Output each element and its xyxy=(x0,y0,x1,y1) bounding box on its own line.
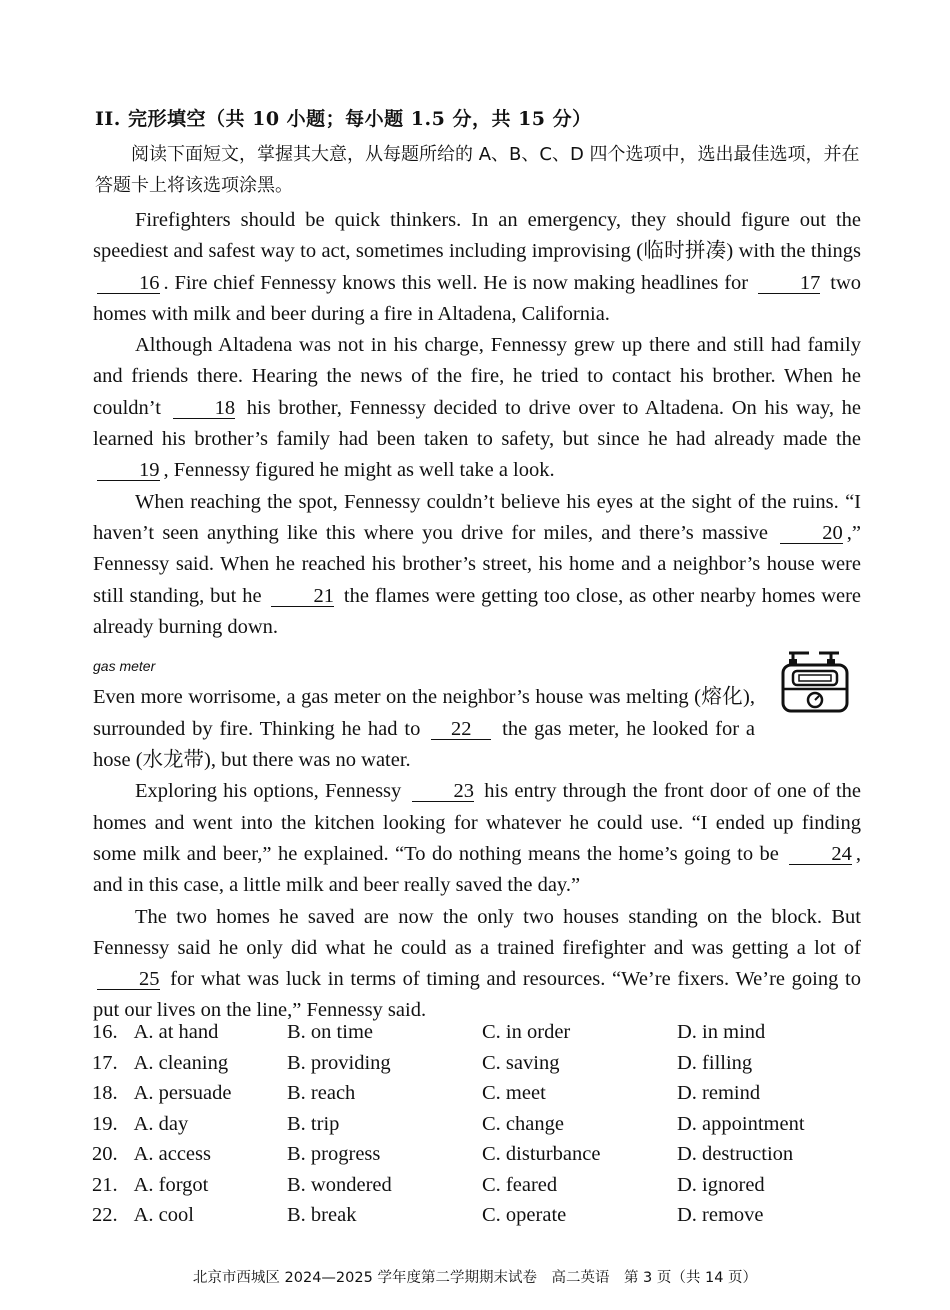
paragraph-2 xyxy=(93,330,861,486)
question-number: 20. xyxy=(92,1143,118,1165)
passage-text: , and in this case, a little milk and beer really saved the day.” xyxy=(93,842,861,897)
passage-text: two homes with milk and beer during a fire in Altadena, California. xyxy=(93,271,861,325)
blank-22: 22 xyxy=(431,719,491,740)
blank-20: 20 xyxy=(780,523,843,544)
option-a: A. cool xyxy=(133,1204,194,1226)
passage-text: Even more worrisome, a gas meter on the neighbor’s house was melting (熔化), surrounded by fire. Thinking he had to xyxy=(93,686,755,740)
option-row xyxy=(92,1082,872,1113)
blank-18: 18 xyxy=(173,398,236,419)
passage-text: for what was luck in terms of timing and resources. “We’re fixers. We’re going to put our lives on the line,” Fennessy said. xyxy=(93,968,861,1022)
paragraph-1 xyxy=(93,205,861,330)
blank-24: 24 xyxy=(789,844,852,865)
passage-text: his brother, Fennessy decided to drive over to Altadena. On his way, he learned his brother’s family had been taken to safety, but since he had already made the xyxy=(93,396,862,451)
passage-text: the gas meter, he looked for a hose (水龙带), but there was no water. xyxy=(93,717,756,772)
option-b: B. trip xyxy=(287,1112,340,1135)
option-row xyxy=(92,1143,872,1174)
option-a: A. forgot xyxy=(133,1173,209,1196)
passage-text: When reaching the spot, Fennessy couldn’t believe his eyes at the sight of the ruins. “I haven’t seen anything like this where you drive for miles, and there’s massive xyxy=(93,490,861,544)
paragraph-6 xyxy=(93,902,861,1027)
blank-19: 19 xyxy=(97,460,160,481)
option-d: D. filling xyxy=(677,1051,753,1074)
option-a: A. cleaning xyxy=(133,1051,229,1074)
passage-text: Exploring his options, Fennessy xyxy=(135,780,402,803)
question-number: 21. xyxy=(92,1173,118,1196)
passage-text: ,” Fennessy said. When he reached his brother’s street, his home and a neighbor’s house were still standing, but he xyxy=(93,521,861,607)
option-c: C. change xyxy=(482,1112,564,1135)
passage-text: Although Altadena was not in his charge, Fennessy grew up there and still had family and friends there. Hearing the news of the fire, he tried to contact his brother. When he couldn’t xyxy=(93,334,861,419)
option-d: D. remove xyxy=(677,1204,764,1226)
question-number: 16. xyxy=(92,1021,118,1043)
option-b: B. providing xyxy=(287,1051,391,1074)
option-row xyxy=(92,1052,872,1083)
section-instruction: 阅读下面短文，掌握其大意，从每题所给的 A、B、C、D 四个选项中，选出最佳选项，并在答题卡上将该选项涂黑。 xyxy=(95,144,860,196)
option-d: D. destruction xyxy=(677,1143,794,1165)
option-row xyxy=(92,1113,872,1144)
option-a: A. day xyxy=(133,1112,189,1135)
blank-17: 17 xyxy=(758,273,821,294)
option-b: B. on time xyxy=(287,1021,373,1043)
question-number: 22. xyxy=(92,1204,118,1226)
option-d: D. in mind xyxy=(677,1021,766,1043)
gas-meter-icon xyxy=(775,649,855,715)
option-d: D. ignored xyxy=(677,1173,765,1196)
answer-options xyxy=(92,1021,872,1235)
passage-text: the flames were getting too close, as other nearby homes were already burning down. xyxy=(93,584,862,638)
paragraph-3 xyxy=(93,487,861,643)
blank-25: 25 xyxy=(97,969,160,990)
blank-16: 16 xyxy=(97,273,160,294)
option-b: B. break xyxy=(287,1204,357,1226)
passage-text: The two homes he saved are now the only two houses standing on the block. But Fennessy said he only did what he could as a trained firefighter and was getting a lot of xyxy=(93,905,861,959)
question-number: 18. xyxy=(92,1082,118,1104)
passage-text: Firefighters should be quick thinkers. In an emergency, they should figure out the speediest and safest way to act, sometimes including improvising (临时拼凑) with the things xyxy=(93,209,861,263)
question-number: 19. xyxy=(92,1112,118,1135)
option-b: B. reach xyxy=(287,1082,356,1104)
option-row xyxy=(92,1204,872,1235)
option-a: A. persuade xyxy=(133,1082,232,1104)
passage-text: his entry through the front door of one of the homes and went into the kitchen looking for whatever he could use. “I ended up finding some milk and beer,” he explained. “To do nothing means the home’s going to be xyxy=(93,780,862,865)
section-title: II. 完形填空（共 10 小题；每小题 1.5 分，共 15 分） xyxy=(95,108,592,130)
page-footer: 北京市西城区 2024—2025 学年度第二学期期末试卷 高二英语 第 3 页（共 14 页） xyxy=(192,1270,758,1286)
option-d: D. appointment xyxy=(677,1112,805,1135)
option-a: A. access xyxy=(133,1143,211,1165)
option-c: C. saving xyxy=(482,1051,560,1074)
option-c: C. operate xyxy=(482,1204,567,1226)
blank-21: 21 xyxy=(271,586,334,607)
paragraph-5 xyxy=(93,776,861,901)
option-row xyxy=(92,1174,872,1205)
option-b: B. progress xyxy=(287,1143,381,1165)
option-c: C. meet xyxy=(482,1082,546,1104)
option-row xyxy=(92,1021,872,1052)
blank-23: 23 xyxy=(412,781,475,802)
option-c: C. feared xyxy=(482,1173,558,1196)
gas-meter-figure xyxy=(769,649,861,741)
option-b: B. wondered xyxy=(287,1173,392,1196)
passage-text: . Fire chief Fennessy knows this well. He is now making headlines for xyxy=(163,271,749,294)
passage-text: , Fennessy figured he might as well take a look. xyxy=(163,459,555,482)
figure-caption: gas meter xyxy=(93,658,156,675)
question-number: 17. xyxy=(92,1051,118,1074)
cloze-passage xyxy=(93,205,861,1027)
option-c: C. disturbance xyxy=(482,1143,601,1165)
option-a: A. at hand xyxy=(133,1021,219,1043)
option-c: C. in order xyxy=(482,1021,571,1043)
option-d: D. remind xyxy=(677,1082,761,1104)
